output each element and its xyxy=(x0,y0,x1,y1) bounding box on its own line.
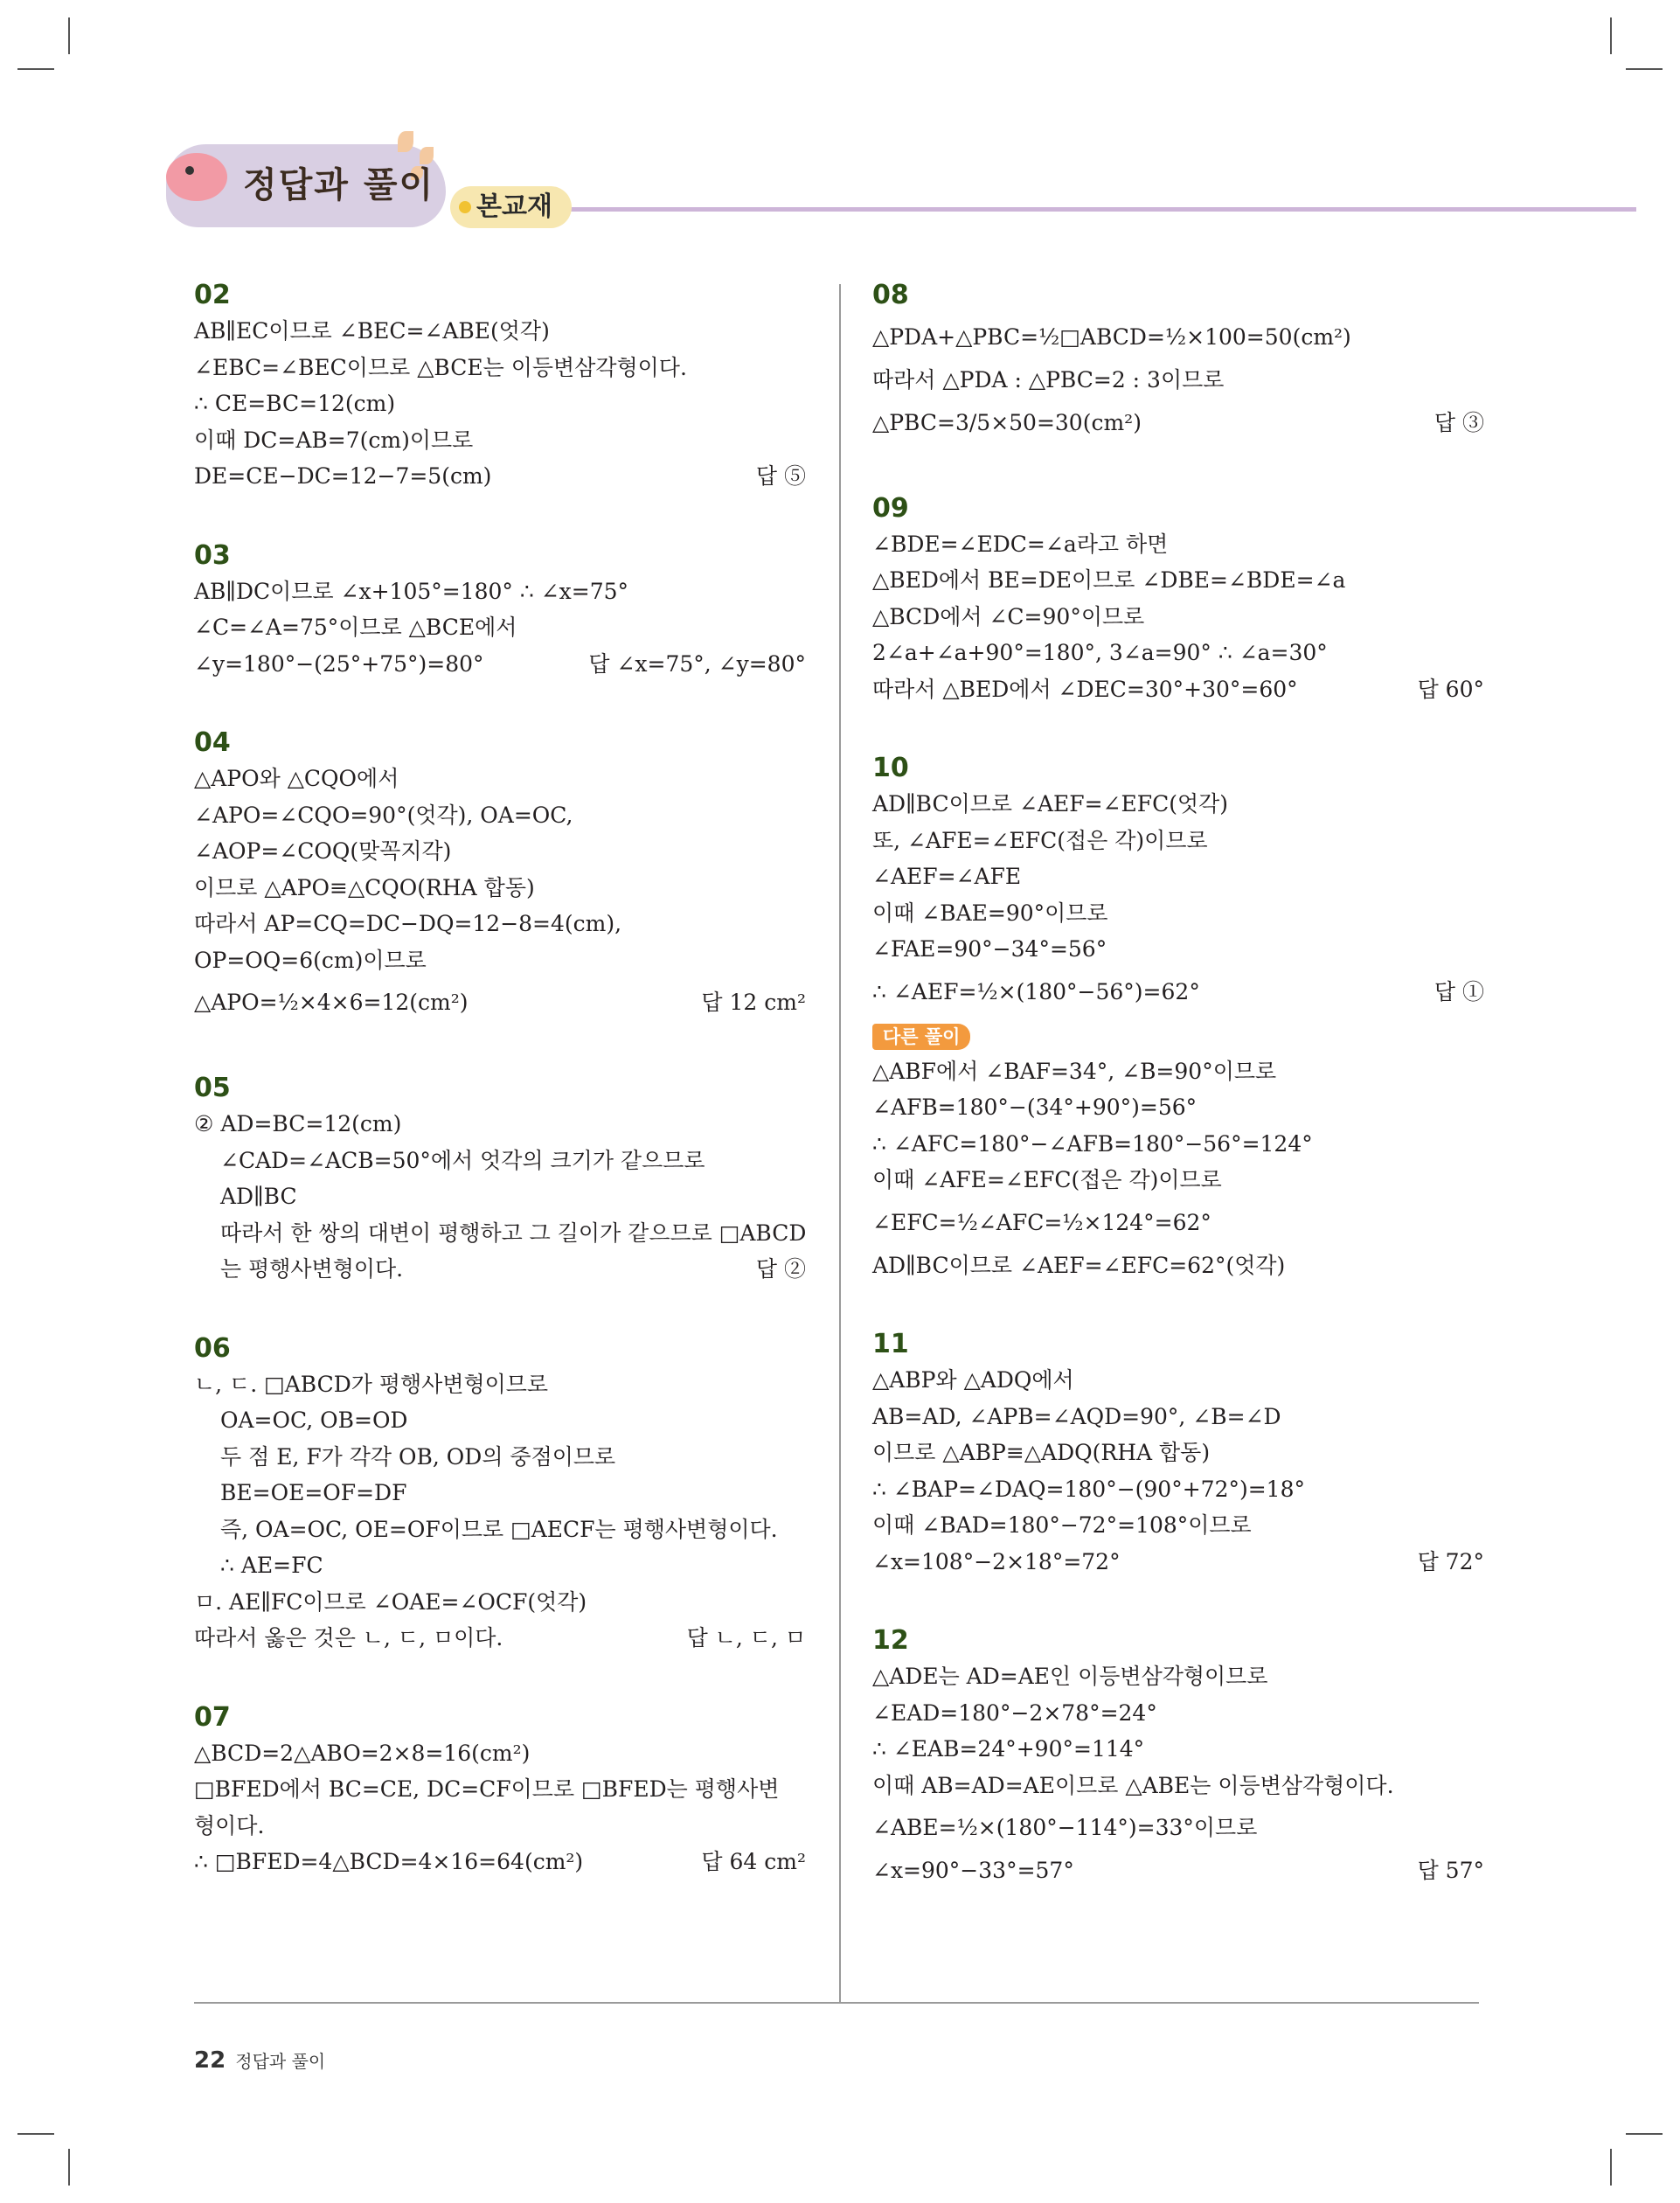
page-number: 22 xyxy=(194,2047,226,2074)
solution-line xyxy=(194,646,806,683)
answer-label: 답 ② xyxy=(755,1256,806,1282)
mascot-icon xyxy=(166,153,227,201)
solution-line xyxy=(194,1620,806,1657)
answer-label: 답 ∠x=75°, ∠y=80° xyxy=(588,650,806,677)
solution-text: ∴ ∠AEF=½×(180°−56°)=62° xyxy=(872,978,1200,1004)
solution-text: 따라서 AP=CQ=DC−DQ=12−8=4(cm), xyxy=(194,911,622,936)
crop-mark xyxy=(1610,2149,1612,2186)
solution-line xyxy=(194,422,806,459)
solution-line xyxy=(194,1547,806,1584)
solution-text: ㄴ, ㄷ. □ABCD가 평행사변형이므로 xyxy=(194,1371,549,1397)
solution-line xyxy=(194,1475,806,1512)
solution-line xyxy=(194,573,806,610)
bottom-rule xyxy=(194,2002,1479,2004)
problem-number: 07 xyxy=(194,1701,231,1733)
solution-text: OA=OC, OB=OD xyxy=(220,1407,408,1433)
solution-text: 형이다. xyxy=(194,1812,265,1838)
solution-text: ∴ ∠AFC=180°−∠AFB=180°−56°=124° xyxy=(872,1130,1313,1157)
solution-line xyxy=(194,1178,806,1215)
solution-line xyxy=(194,1106,806,1143)
solution-line xyxy=(194,1439,806,1476)
solution-line xyxy=(872,671,1484,708)
column-divider xyxy=(839,284,841,2002)
solution-line xyxy=(872,399,1484,448)
solution-text: ∠EFC=½∠AFC=½×124°=62° xyxy=(872,1209,1211,1235)
solution-line xyxy=(872,823,1484,859)
problem-number: 04 xyxy=(194,727,231,758)
solution-text: △PBC=3/5×50=30(cm²) xyxy=(872,409,1142,435)
solution-line xyxy=(872,1362,1484,1399)
solution-line xyxy=(872,931,1484,968)
solution-line xyxy=(872,362,1484,399)
solution-line xyxy=(872,1435,1484,1471)
problem-section xyxy=(872,278,1484,448)
footer xyxy=(194,2047,325,2074)
header-tag: 본교재 xyxy=(450,186,572,228)
solution-line xyxy=(194,1844,806,1880)
solution-line xyxy=(194,1584,806,1621)
solution-text: △BED에서 BE=DE이므로 ∠DBE=∠BDE=∠a xyxy=(872,567,1346,593)
solution-line xyxy=(872,1089,1484,1126)
solution-text: △ABF에서 ∠BAF=34°, ∠B=90°이므로 xyxy=(872,1058,1277,1084)
left-column xyxy=(194,278,806,1924)
solution-line xyxy=(872,1658,1484,1695)
solution-line xyxy=(194,761,806,797)
solution-text: ∠AEF=∠AFE xyxy=(872,864,1022,889)
solution-line xyxy=(194,313,806,350)
solution-line xyxy=(872,1247,1484,1284)
solution-text: 따라서 △BED에서 ∠DEC=30°+30°=60° xyxy=(872,676,1298,702)
solution-line xyxy=(194,1771,806,1808)
problem-number: 02 xyxy=(194,280,231,310)
answer-label: 답 ① xyxy=(1434,978,1484,1004)
problem-section xyxy=(194,278,806,495)
solution-text: 두 점 E, F가 각각 OB, OD의 중점이므로 xyxy=(220,1443,616,1470)
crop-mark xyxy=(17,68,54,70)
problem-section xyxy=(872,1327,1484,1580)
answer-label: 답 60° xyxy=(1417,676,1484,702)
right-column xyxy=(872,278,1484,1933)
solution-text: △APO=½×4×6=12(cm²) xyxy=(194,990,469,1015)
problem-section xyxy=(872,751,1484,1283)
mascot-eye xyxy=(185,166,194,175)
solution-text: ∴ CE=BC=12(cm) xyxy=(194,391,396,416)
problem-number: 03 xyxy=(194,539,231,571)
solution-text: ㅁ. AE∥FC이므로 ∠OAE=∠OCF(엇각) xyxy=(194,1588,587,1615)
solution-text: △ABP와 △ADQ에서 xyxy=(872,1367,1074,1393)
crop-mark xyxy=(68,17,70,54)
solution-line xyxy=(194,1366,806,1403)
problem-section xyxy=(872,1623,1484,1889)
solution-text: ∠y=180°−(25°+75°)=80° xyxy=(194,650,484,677)
solution-text: DE=CE−DC=12−7=5(cm) xyxy=(194,463,492,489)
solution-text: AD∥BC xyxy=(220,1184,297,1209)
solution-text: 2∠a+∠a+90°=180°, 3∠a=90° ∴ ∠a=30° xyxy=(872,640,1328,665)
alt-solution-badge: 다른 풀이 xyxy=(872,1024,970,1050)
solution-line xyxy=(872,1199,1484,1247)
solution-text: △ADE는 AD=AE인 이등변삼각형이므로 xyxy=(872,1664,1268,1689)
solution-text: ∠x=90°−33°=57° xyxy=(872,1858,1074,1883)
solution-text: ∠CAD=∠ACB=50°에서 엇각의 크기가 같으므로 xyxy=(220,1147,705,1173)
solution-text: 이므로 △APO≡△CQO(RHA 합동) xyxy=(194,874,535,900)
solution-text: 이때 DC=AB=7(cm)이므로 xyxy=(194,427,474,453)
answer-label: 답 72° xyxy=(1417,1548,1484,1574)
solution-text: AD∥BC이므로 ∠AEF=∠EFC(엇각) xyxy=(872,791,1229,817)
problem-number: 05 xyxy=(194,1073,231,1103)
problem-section xyxy=(194,1331,806,1657)
solution-line xyxy=(872,562,1484,599)
answer-label: 답 57° xyxy=(1417,1858,1484,1883)
crop-mark xyxy=(1626,68,1663,70)
solution-line xyxy=(194,870,806,907)
solution-text: ∴ ∠BAP=∠DAQ=180°−(90°+72°)=18° xyxy=(872,1476,1305,1502)
solution-text: 즉, OA=OC, OE=OF이므로 □AECF는 평행사변형이다. xyxy=(220,1516,778,1542)
solution-line xyxy=(872,1731,1484,1768)
solution-line xyxy=(872,1053,1484,1090)
answer-label: 답 ⑤ xyxy=(755,463,806,489)
solution-text: AB=AD, ∠APB=∠AQD=90°, ∠B=∠D xyxy=(872,1403,1281,1429)
header-rule xyxy=(568,207,1636,212)
crop-mark xyxy=(1610,17,1612,54)
solution-text: AD∥BC이므로 ∠AEF=∠EFC=62°(엇각) xyxy=(872,1252,1286,1278)
problem-number: 10 xyxy=(872,753,909,783)
solution-line xyxy=(872,1695,1484,1732)
solution-text: △BCD에서 ∠C=90°이므로 xyxy=(872,603,1145,629)
solution-text: △APO와 △CQO에서 xyxy=(194,766,399,791)
solution-line xyxy=(194,1251,806,1288)
solution-line xyxy=(194,833,806,870)
solution-line xyxy=(194,1512,806,1548)
solution-line xyxy=(194,1402,806,1439)
problem-number: 06 xyxy=(194,1332,231,1364)
solution-text: 는 평행사변형이다. xyxy=(220,1256,404,1282)
solution-text: ∠C=∠A=75°이므로 △BCE에서 xyxy=(194,615,517,640)
solution-line xyxy=(872,635,1484,671)
solution-line xyxy=(872,313,1484,362)
solution-line xyxy=(872,1852,1484,1889)
solution-text: AB∥EC이므로 ∠BEC=∠ABE(엇각) xyxy=(194,318,550,344)
solution-text: 이때 AB=AD=AE이므로 △ABE는 이등변삼각형이다. xyxy=(872,1772,1394,1798)
solution-line xyxy=(194,458,806,495)
solution-text: 이때 ∠BAE=90°이므로 xyxy=(872,900,1108,926)
solution-line xyxy=(872,1471,1484,1508)
problem-number: 08 xyxy=(872,280,909,310)
solution-text: ∴ □BFED=4△BCD=4×16=64(cm²) xyxy=(194,1849,584,1874)
solution-line xyxy=(872,1162,1484,1199)
problem-number: 11 xyxy=(872,1329,909,1359)
solution-line xyxy=(194,906,806,942)
solution-line xyxy=(194,1735,806,1772)
solution-text: 이때 ∠BAD=180°−72°=108°이므로 xyxy=(872,1512,1252,1538)
solution-text: ∠EBC=∠BEC이므로 △BCE는 이등변삼각형이다. xyxy=(194,354,687,380)
solution-line xyxy=(194,1143,806,1179)
footer-label: 정답과 풀이 xyxy=(235,2051,326,2072)
solution-line xyxy=(194,350,806,386)
problem-section xyxy=(194,1071,806,1288)
crop-mark xyxy=(17,2133,54,2135)
leaf-icon xyxy=(398,131,413,152)
solution-line xyxy=(872,1803,1484,1852)
header-title: 정답과 풀이 xyxy=(243,165,435,205)
solution-text: OP=OQ=6(cm)이므로 xyxy=(194,947,427,973)
answer-label: 답 ③ xyxy=(1434,409,1484,435)
solution-text: ∠EAD=180°−2×78°=24° xyxy=(872,1699,1157,1726)
solution-text: 따라서 한 쌍의 대변이 평행하고 그 길이가 같으므로 □ABCD xyxy=(220,1220,807,1246)
solution-text: ∴ AE=FC xyxy=(220,1553,323,1578)
solution-text: BE=OE=OF=DF xyxy=(220,1480,407,1505)
solution-line xyxy=(872,858,1484,895)
solution-line xyxy=(194,386,806,422)
solution-text: ∠APO=∠CQO=90°(엇각), OA=OC, xyxy=(194,802,573,828)
problem-section xyxy=(872,491,1484,708)
solution-line xyxy=(194,942,806,979)
solution-text: 이므로 △ABP≡△ADQ(RHA 합동) xyxy=(872,1440,1211,1465)
solution-text: ∠BDE=∠EDC=∠a라고 하면 xyxy=(872,531,1169,557)
solution-line xyxy=(872,526,1484,563)
solution-line xyxy=(872,786,1484,823)
problem-section xyxy=(194,1700,806,1880)
solution-line xyxy=(872,599,1484,636)
problem-number: 12 xyxy=(872,1625,909,1656)
solution-text: △BCD=2△ABO=2×8=16(cm²) xyxy=(194,1740,531,1766)
solution-text: △PDA+△PBC=½□ABCD=½×100=50(cm²) xyxy=(872,324,1351,350)
answer-label: 답 64 cm² xyxy=(701,1849,806,1874)
problem-section xyxy=(194,726,806,1027)
problem-section xyxy=(194,539,806,683)
solution-line xyxy=(872,968,1484,1017)
solution-line xyxy=(872,1507,1484,1544)
solution-text: ∠FAE=90°−34°=56° xyxy=(872,936,1107,962)
solution-text: ∠AFB=180°−(34°+90°)=56° xyxy=(872,1095,1198,1120)
solution-line xyxy=(194,609,806,646)
solution-text: ∠AOP=∠COQ(맞꼭지각) xyxy=(194,838,452,864)
solution-text: 또, ∠AFE=∠EFC(접은 각)이므로 xyxy=(872,827,1208,853)
solution-text: ∠ABE=½×(180°−114°)=33°이므로 xyxy=(872,1815,1258,1840)
solution-text: ∠x=108°−2×18°=72° xyxy=(872,1548,1121,1574)
problem-number: 09 xyxy=(872,492,909,524)
solution-line xyxy=(872,1126,1484,1163)
solution-text: AB∥DC이므로 ∠x+105°=180° ∴ ∠x=75° xyxy=(194,578,629,604)
answer-label: 답 ㄴ, ㄷ, ㅁ xyxy=(686,1625,806,1651)
solution-line xyxy=(194,978,806,1027)
solution-text: □BFED에서 BC=CE, DC=CF이므로 □BFED는 평행사변 xyxy=(194,1776,780,1802)
solution-line xyxy=(872,1768,1484,1804)
solution-text: 이때 ∠AFE=∠EFC(접은 각)이므로 xyxy=(872,1167,1222,1192)
solution-line xyxy=(872,895,1484,932)
crop-mark xyxy=(1626,2133,1663,2135)
solution-line xyxy=(194,797,806,834)
solution-line xyxy=(194,1808,806,1845)
solution-text: ② AD=BC=12(cm) xyxy=(194,1111,402,1136)
crop-mark xyxy=(68,2149,70,2186)
answer-label: 답 12 cm² xyxy=(701,990,806,1015)
solution-line xyxy=(872,1544,1484,1581)
solution-text: 따라서 옳은 것은 ㄴ, ㄷ, ㅁ이다. xyxy=(194,1625,503,1651)
solution-text: ∴ ∠EAB=24°+90°=114° xyxy=(872,1736,1145,1762)
solution-line xyxy=(194,1215,806,1252)
solution-text: 따라서 △PDA : △PBC=2 : 3이므로 xyxy=(872,367,1225,393)
solution-line xyxy=(872,1399,1484,1435)
